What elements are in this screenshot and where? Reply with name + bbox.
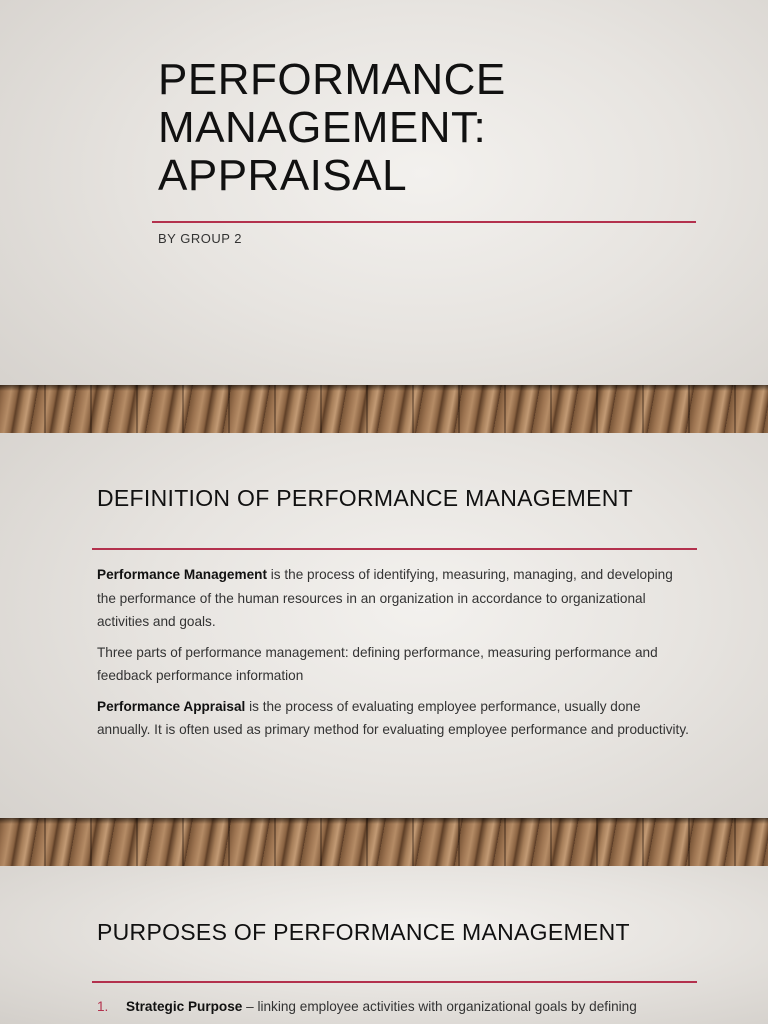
slide-1: [0, 0, 768, 433]
slide-subtitle: BY GROUP 2: [158, 231, 242, 246]
paragraph-performance-management: Performance Management is the process of identifying, measuring, managing, and developing the performance of the human resources in an organization in accordance to organizational activities and goals.: [97, 567, 673, 629]
wood-floor: [0, 818, 768, 866]
paragraph-three-parts: Three parts of performance management: defining performance, measuring performance and feedback performance information: [97, 644, 658, 683]
accent-rule: [152, 221, 696, 223]
list-item: 1. Strategic Purpose – linking employee activities with organizational goals by defining: [97, 995, 692, 1019]
term-performance-appraisal: Performance Appraisal: [97, 698, 246, 714]
slide-heading: PURPOSES OF PERFORMANCE MANAGEMENT: [97, 919, 630, 945]
slide-3: [0, 866, 768, 1024]
slide-heading: DEFINITION OF PERFORMANCE MANAGEMENT: [97, 485, 633, 511]
slide-body: [97, 563, 692, 749]
accent-rule: [92, 981, 697, 983]
accent-rule: [92, 548, 697, 550]
term-performance-management: Performance Management: [97, 567, 267, 582]
slide-2: [0, 433, 768, 866]
list-number: 1.: [97, 999, 109, 1014]
purpose-list: [97, 995, 692, 1019]
slide-title: PERFORMANCE MANAGEMENT: APPRAISAL: [158, 55, 506, 200]
slide-body: [97, 995, 692, 1019]
term-strategic-purpose: Strategic Purpose: [126, 999, 243, 1014]
wood-floor: [0, 385, 768, 433]
paragraph-performance-appraisal: Performance Appraisal is the process of evaluating employee performance, usually done annually. It is often used as primary method for evaluating employee performance and productivity.: [97, 698, 689, 737]
